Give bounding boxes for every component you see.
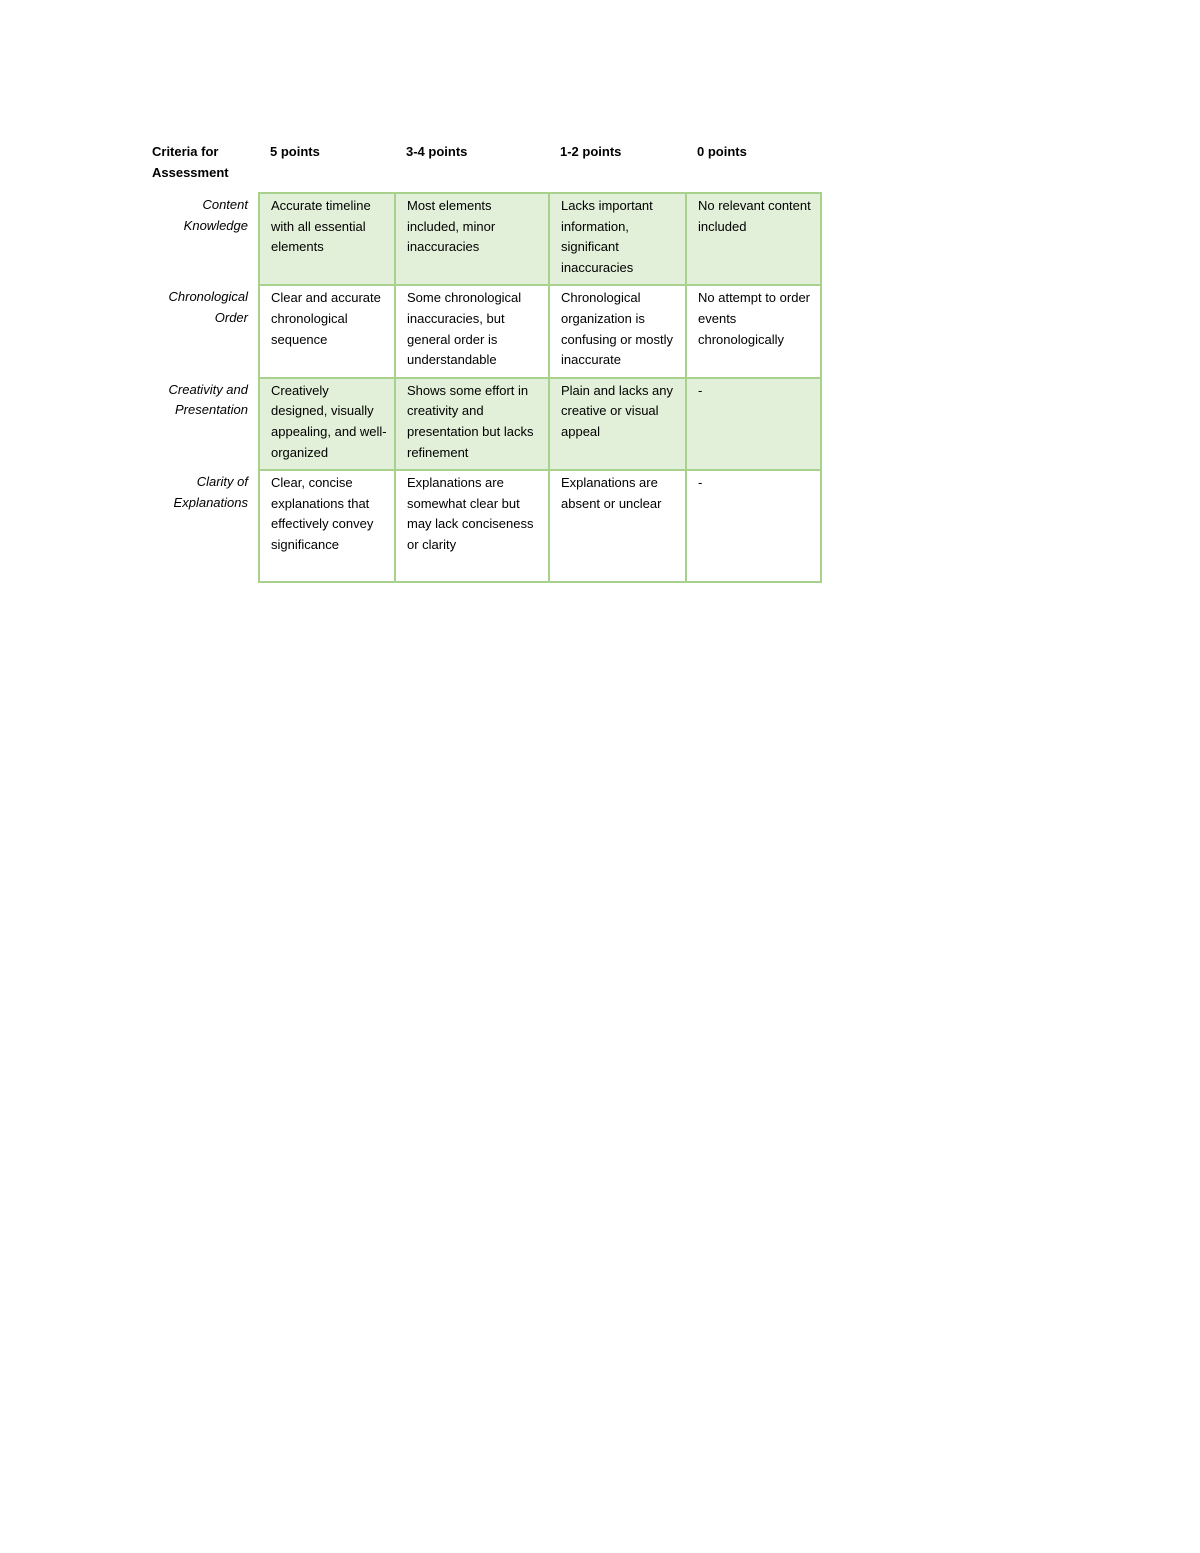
header-3-4-points: 3-4 points bbox=[406, 144, 468, 159]
criterion-label: Creativity and Presentation bbox=[168, 381, 248, 418]
table-cell: Shows some effort in creativity and presentation but lacks refinement bbox=[395, 378, 549, 470]
row-content-knowledge bbox=[146, 193, 821, 285]
table-cell: Some chronological inaccuracies, but general order is understandable bbox=[395, 285, 549, 377]
criterion-label: Content Knowledge bbox=[183, 197, 248, 233]
criterion-label: Clarity of Explanations bbox=[173, 474, 248, 510]
table-cell: No attempt to order events chronologically bbox=[686, 285, 821, 377]
table-cell: Lacks important information, significant inaccuracies bbox=[549, 193, 686, 285]
table-cell: Explanations are somewhat clear but may lack conciseness or clarity bbox=[395, 470, 549, 582]
row-chronological-order bbox=[146, 285, 821, 377]
header-5-points: 5 points bbox=[270, 144, 320, 159]
row-creativity-presentation bbox=[146, 378, 821, 470]
table-cell: Accurate timeline with all essential elements bbox=[259, 193, 395, 285]
table-cell: Explanations are absent or unclear bbox=[549, 470, 686, 582]
header-criteria: Criteria for Assessment bbox=[152, 144, 229, 180]
table-cell: Chronological organization is confusing or mostly inaccurate bbox=[549, 285, 686, 377]
table-cell: No relevant content included bbox=[686, 193, 821, 285]
header-0-points: 0 points bbox=[697, 144, 747, 159]
table-cell: Clear, concise explanations that effectively convey significance bbox=[259, 470, 395, 582]
table-cell: - bbox=[686, 470, 821, 582]
table-cell: Clear and accurate chronological sequence bbox=[259, 285, 395, 377]
table-cell: Creatively designed, visually appealing, and well-organized bbox=[259, 378, 395, 470]
header-row bbox=[146, 138, 821, 193]
table-cell: Most elements included, minor inaccuracies bbox=[395, 193, 549, 285]
rubric-table bbox=[146, 138, 822, 583]
criterion-label: Chronological Order bbox=[168, 289, 248, 325]
table-cell: Plain and lacks any creative or visual appeal bbox=[549, 378, 686, 470]
row-clarity-explanations bbox=[146, 470, 821, 582]
table-cell: - bbox=[686, 378, 821, 470]
header-1-2-points: 1-2 points bbox=[560, 144, 622, 159]
